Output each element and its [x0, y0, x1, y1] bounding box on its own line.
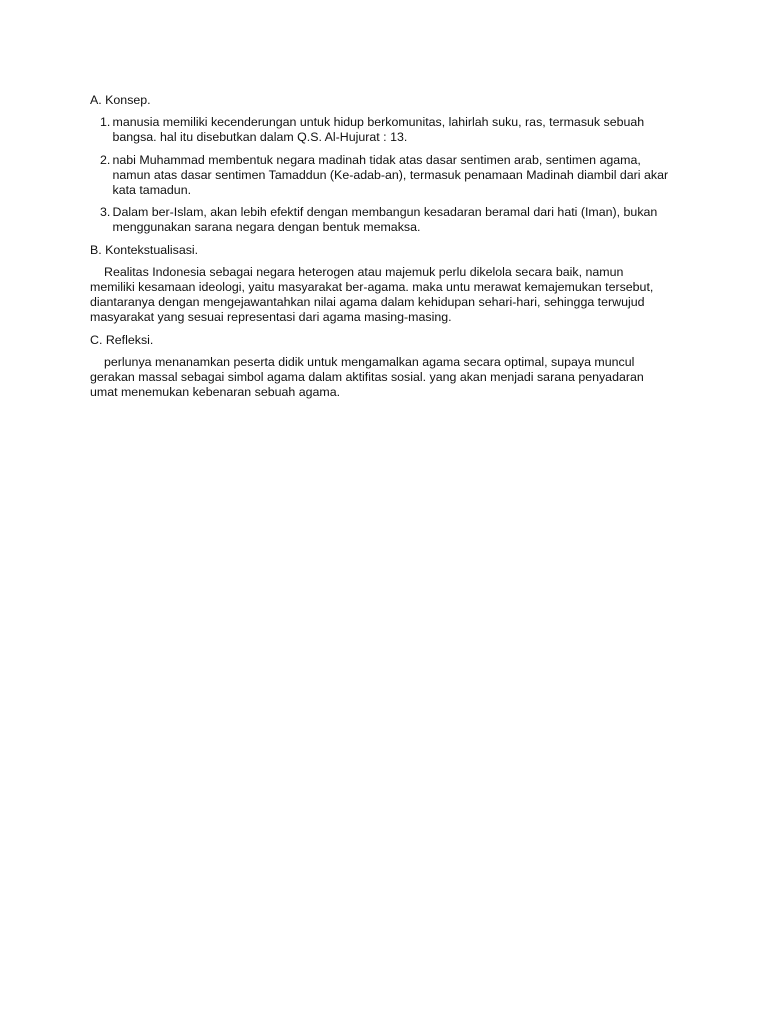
list-number: 3. — [100, 205, 111, 220]
list-text-line: kata tamadun. — [112, 183, 192, 198]
paragraph-line: diantaranya dengan mengejawantahkan nilai agama dalam kehidupan sehari-hari, sehingga terwujud — [90, 295, 645, 310]
paragraph-line: memiliki kesamaan ideologi, yaitu masyarakat ber-agama. maka untu merawat kemajemukan tersebut, — [90, 280, 654, 295]
list-text-line: menggunakan sarana negara dengan bentuk memaksa. — [112, 220, 421, 235]
konsep-item-3 — [90, 205, 680, 235]
paragraph-line: gerakan massal sebagai simbol agama dalam aktifitas sosial. yang akan menjadi sarana penyadaran — [90, 370, 644, 385]
paragraph-line: Realitas Indonesia sebagai negara heterogen atau majemuk perlu dikelola secara baik, namun — [104, 264, 624, 279]
list-text-line: Dalam ber-Islam, akan lebih efektif dengan membangun kesadaran beramal dari hati (Iman), bukan — [112, 205, 658, 220]
heading-konsep: A. Konsep. — [90, 93, 151, 107]
list-number: 2. — [100, 152, 111, 167]
list-text-line: namun atas dasar sentimen Tamaddun (Ke-adab-an), termasuk penamaan Madinah diambil dari akar — [112, 167, 669, 182]
paragraph-line: umat menemukan kebenaran sebuah agama. — [90, 385, 341, 400]
konsep-list — [90, 115, 680, 235]
konsep-item-1 — [90, 115, 680, 145]
list-number: 1. — [100, 115, 111, 130]
paragraph-line: perlunya menanamkan peserta didik untuk mengamalkan agama secara optimal, supaya muncul — [104, 354, 635, 369]
list-text-line: manusia memiliki kecenderungan untuk hidup berkomunitas, lahirlah suku, ras, termasuk sebuah — [112, 115, 645, 130]
paragraph-line: masyarakat yang sesuai representasi dari agama masing-masing. — [90, 310, 452, 325]
paragraph-refleksi — [90, 355, 680, 401]
list-text-line: bangsa. hal itu disebutkan dalam Q.S. Al-Hujurat : 13. — [112, 130, 408, 145]
heading-refleksi: C. Refleksi. — [90, 332, 154, 347]
heading-kontekstualisasi: B. Kontekstualisasi. — [90, 242, 199, 257]
paragraph-kontekstualisasi — [90, 265, 680, 326]
konsep-item-2 — [90, 153, 680, 199]
document-body — [90, 93, 680, 407]
list-text-line: nabi Muhammad membentuk negara madinah tidak atas dasar sentimen arab, sentimen agama, — [112, 152, 641, 167]
